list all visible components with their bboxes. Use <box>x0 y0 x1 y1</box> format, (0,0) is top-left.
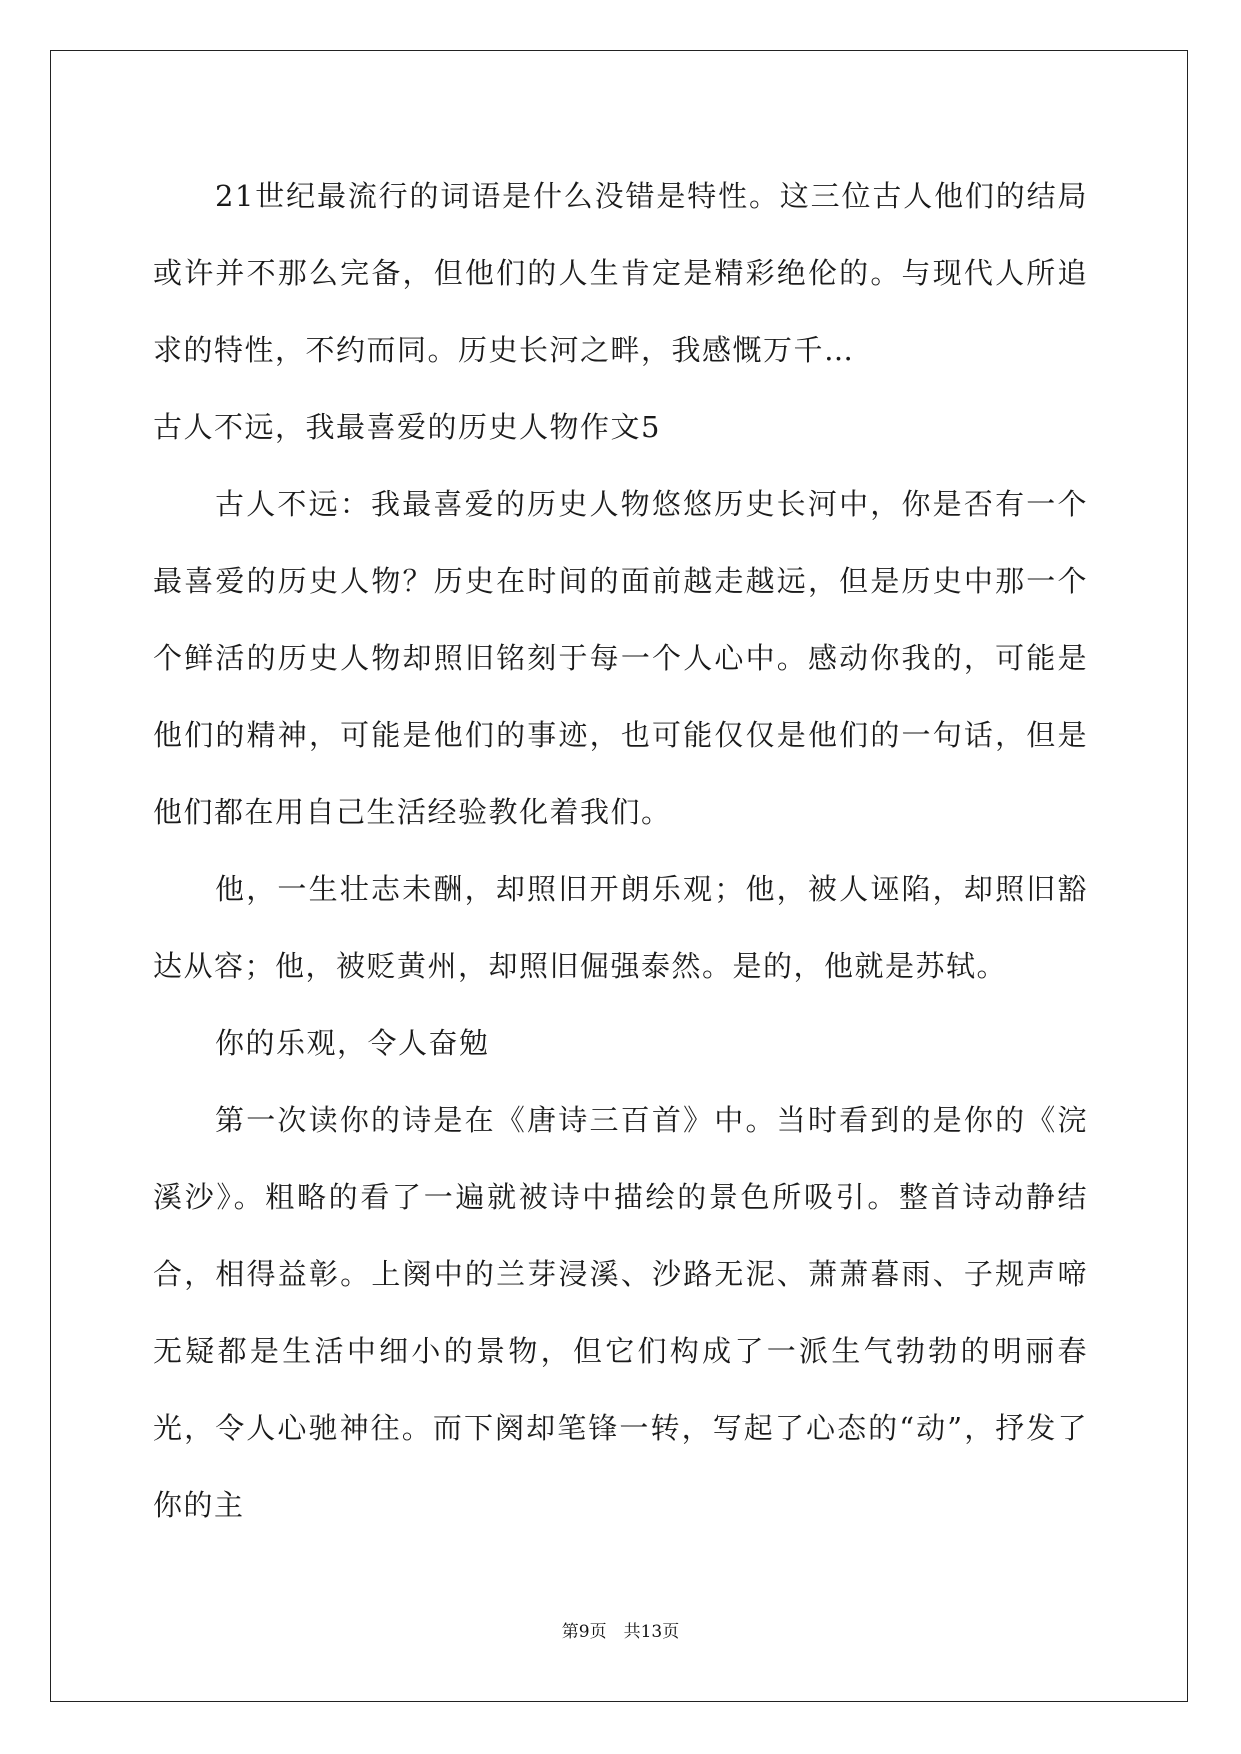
paragraph-4: 他，一生壮志未酬，却照旧开朗乐观；他，被人诬陷，却照旧豁达从容；他，被贬黄州，却照旧倔强泰然。是的，他就是苏轼。 <box>153 872 1088 983</box>
paragraph-3: 古人不远：我最喜爱的历史人物悠悠历史长河中，你是否有一个最喜爱的历史人物？历史在时间的面前越走越远，但是历史中那一个个鲜活的历史人物却照旧铭刻于每一个人心中。感动你我的，可能是他们的精神，可能是他们的事迹，也可能仅仅是他们的一句话，但是他们都在用自己生活经验教化着我们。 <box>153 487 1088 829</box>
section-heading: 古人不远，我最喜爱的历史人物作文5 <box>153 410 661 444</box>
page-number-footer: 第9页 共13页 <box>561 1622 680 1642</box>
paragraph-1: 21世纪最流行的词语是什么没错是特性。这三位古人他们的结局或许并不那么完备，但他们的人生肯定是精彩绝伦的。与现代人所追求的特性，不约而同。历史长河之畔，我感慨万千… <box>153 179 1088 367</box>
paragraph-6: 第一次读你的诗是在《唐诗三百首》中。当时看到的是你的《浣溪沙》。粗略的看了一遍就被诗中描绘的景色所吸引。整首诗动静结合，相得益彰。上阕中的兰芽浸溪、沙路无泥、萧萧暮雨、子规声啼无疑都是生活中细小的景物，但它们构成了一派生气勃勃的明丽春光，令人心驰神往。而下阕却笔锋一转，写起了心态的“动”，抒发了你的主 <box>153 1103 1088 1522</box>
document-body <box>153 158 1088 1544</box>
paragraph-5: 你的乐观，令人奋勉 <box>215 1026 490 1060</box>
